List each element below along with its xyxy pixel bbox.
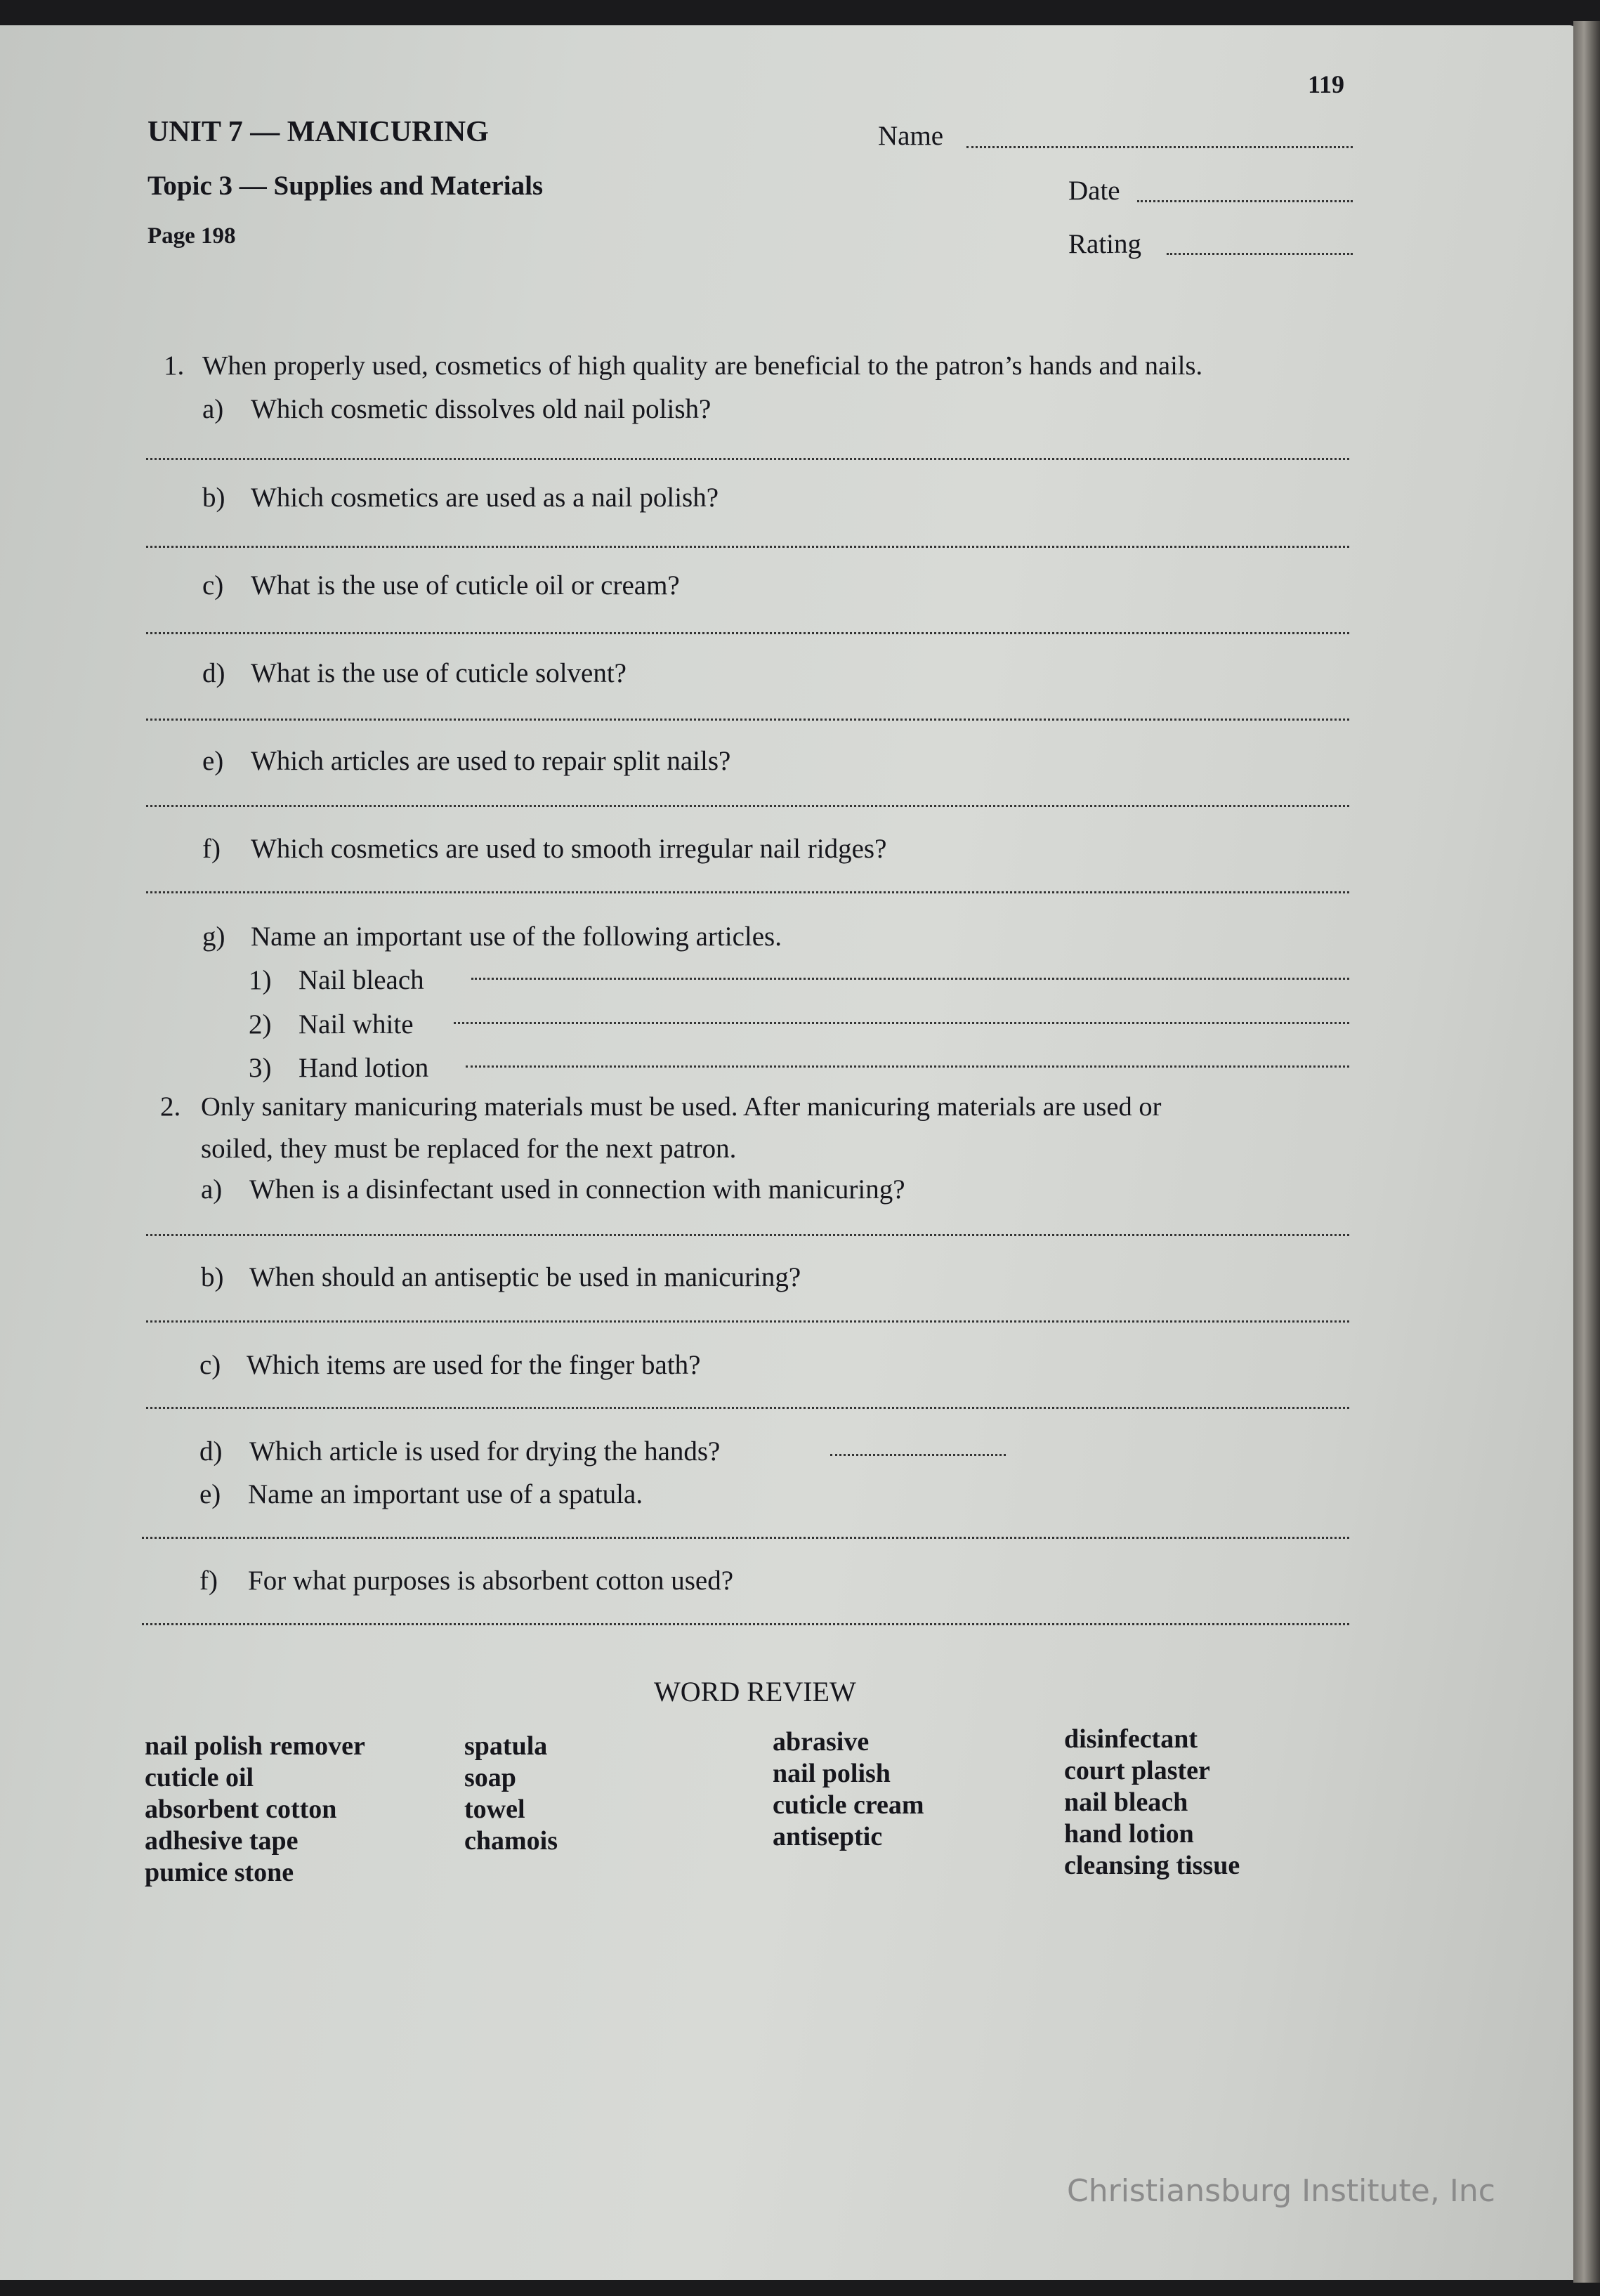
sub-text: Hand lotion: [299, 1053, 429, 1083]
answer-line[interactable]: [142, 1623, 1349, 1625]
item-text: Which cosmetics are used to smooth irregular nail ridges?: [251, 834, 887, 864]
rating-label: Rating: [1068, 229, 1141, 259]
word-item: soap: [464, 1763, 516, 1792]
word-item: spatula: [464, 1731, 548, 1761]
word-item: adhesive tape: [145, 1826, 299, 1856]
item-text: Which article is used for drying the hands?: [249, 1436, 721, 1467]
word-item: cuticle cream: [773, 1790, 924, 1820]
word-item: chamois: [464, 1826, 558, 1856]
item-label: a): [201, 1174, 223, 1205]
name-field[interactable]: [966, 146, 1353, 148]
question-text: Only sanitary manicuring materials must be used. After manicuring materials are used or: [201, 1092, 1162, 1122]
word-item: court plaster: [1064, 1756, 1210, 1785]
question-number: 2.: [160, 1091, 181, 1122]
book-gutter: [1573, 21, 1600, 2283]
item-label: b): [202, 483, 225, 513]
watermark: Christiansburg Institute, Inc: [1067, 2173, 1495, 2209]
sub-label: 2): [249, 1009, 272, 1039]
item-label: c): [202, 570, 224, 601]
item-text: When is a disinfectant used in connection with manicuring?: [249, 1174, 905, 1205]
item-label: e): [202, 746, 224, 776]
answer-line[interactable]: [146, 719, 1349, 721]
answer-line[interactable]: [471, 978, 1349, 980]
word-item: disinfectant: [1064, 1724, 1198, 1754]
item-label: b): [201, 1262, 224, 1292]
item-label: e): [199, 1479, 221, 1509]
item-label: f): [202, 834, 221, 864]
answer-line[interactable]: [142, 1537, 1349, 1539]
answer-line[interactable]: [146, 1234, 1349, 1236]
word-item: pumice stone: [145, 1858, 294, 1887]
word-item: hand lotion: [1064, 1819, 1194, 1849]
answer-line[interactable]: [146, 458, 1349, 460]
answer-line[interactable]: [146, 805, 1349, 807]
answer-line[interactable]: [466, 1065, 1349, 1068]
item-text: Which cosmetics are used as a nail polish?: [251, 483, 719, 513]
question-text: When properly used, cosmetics of high quality are beneficial to the patron’s hands and nails.: [202, 351, 1203, 381]
topic-title: Topic 3 — Supplies and Materials: [147, 171, 544, 201]
item-label: g): [202, 921, 225, 952]
answer-line[interactable]: [146, 1407, 1349, 1409]
sub-label: 1): [249, 965, 272, 995]
word-item: antiseptic: [773, 1822, 883, 1851]
word-item: nail polish: [773, 1759, 891, 1788]
word-item: cuticle oil: [145, 1763, 254, 1792]
item-text: When should an antiseptic be used in manicuring?: [249, 1262, 801, 1292]
word-review-title: WORD REVIEW: [654, 1676, 856, 1707]
item-label: c): [199, 1350, 221, 1380]
question-text: soiled, they must be replaced for the next patron.: [201, 1134, 737, 1164]
rating-field[interactable]: [1167, 253, 1353, 255]
item-label: f): [199, 1566, 218, 1596]
item-text: What is the use of cuticle solvent?: [251, 658, 627, 688]
answer-line[interactable]: [830, 1454, 1006, 1456]
name-label: Name: [878, 121, 944, 151]
word-item: towel: [464, 1795, 525, 1824]
item-label: a): [202, 394, 224, 424]
page-reference: Page 198: [147, 223, 236, 249]
word-item: abrasive: [773, 1727, 870, 1757]
question-number: 1.: [164, 350, 185, 381]
item-label: d): [199, 1436, 223, 1467]
item-text: What is the use of cuticle oil or cream?: [251, 570, 680, 601]
item-text: For what purposes is absorbent cotton used?: [248, 1566, 734, 1596]
answer-line[interactable]: [146, 1320, 1349, 1323]
item-text: Which cosmetic dissolves old nail polish?: [251, 394, 712, 424]
sub-text: Nail white: [299, 1009, 414, 1039]
word-item: cleansing tissue: [1064, 1851, 1240, 1880]
word-item: nail bleach: [1064, 1787, 1188, 1817]
item-text: Name an important use of a spatula.: [248, 1479, 643, 1509]
unit-title: UNIT 7 — MANICURING: [147, 116, 489, 148]
sub-label: 3): [249, 1053, 272, 1083]
page-number: 119: [1308, 70, 1345, 98]
answer-line[interactable]: [146, 546, 1349, 548]
sub-text: Nail bleach: [299, 965, 424, 995]
answer-line[interactable]: [146, 632, 1349, 634]
answer-line[interactable]: [146, 891, 1349, 893]
date-label: Date: [1068, 176, 1120, 206]
item-text: Which items are used for the finger bath?: [247, 1350, 701, 1380]
item-text: Name an important use of the following articles.: [251, 921, 782, 952]
item-label: d): [202, 658, 225, 688]
date-field[interactable]: [1137, 200, 1353, 202]
answer-line[interactable]: [454, 1022, 1349, 1024]
word-item: nail polish remover: [145, 1731, 365, 1761]
item-text: Which articles are used to repair split nails?: [251, 746, 731, 776]
word-item: absorbent cotton: [145, 1795, 337, 1824]
